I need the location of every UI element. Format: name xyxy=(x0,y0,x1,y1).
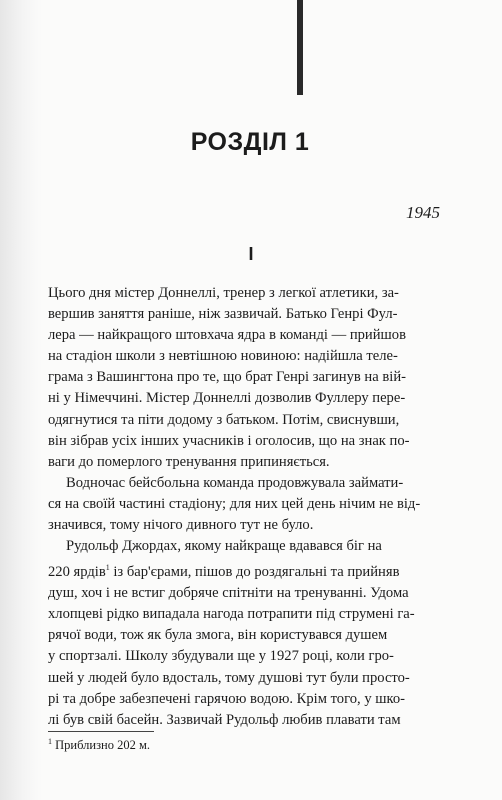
text-line: лі був свій басейн. Зазвичай Рудольф любив плавати там xyxy=(48,711,401,728)
text-fragment: 220 ярдів xyxy=(48,564,106,581)
text-line: грама з Вашингтона про те, що брат Генрі загинув на вій- xyxy=(48,369,406,386)
text-line: ся на своїй частині стадіону; для них цей день нічим не від- xyxy=(48,495,421,512)
text-line: значився, тому нічого дивного тут не було. xyxy=(48,517,314,534)
text-line: на стадіон школи з невтішною новиною: надійшла теле- xyxy=(48,348,398,365)
text-fragment: із бар'єрами, пішов до роздягальні та прийняв xyxy=(109,564,400,581)
text-line xyxy=(48,557,444,583)
paragraph xyxy=(48,283,444,473)
paragraph xyxy=(48,473,444,536)
text-line: Рудольф Джордах, якому найкраще вдавався біг на xyxy=(66,538,382,555)
section-number: I xyxy=(248,244,254,264)
page-gutter-shadow xyxy=(0,0,42,800)
paragraph xyxy=(48,536,444,731)
text-line: Водночас бейсбольна команда продовжувала займати- xyxy=(66,474,404,491)
text-line: одягнутися та піти додому з батьком. Потім, свиснувши, xyxy=(48,411,400,428)
text-line: рі та добре забезпечені гарячою водою. Крім того, у шко- xyxy=(48,690,406,707)
text-line: ні у Німеччині. Містер Доннеллі дозволив Фуллеру пере- xyxy=(48,390,406,407)
text-line: рячої води, тож як була змога, він користувався душем xyxy=(48,627,388,644)
text-line: душ, хоч і не встиг добряче спітніти на тренуванні. Удома xyxy=(48,585,409,602)
text-line: шей у людей було вдосталь, тому душові тут були просто- xyxy=(48,669,410,686)
footnote-ref: 1 xyxy=(105,563,110,573)
chapter-year: 1945 xyxy=(406,203,440,222)
text-line: Цього дня містер Доннеллі, тренер з легкої атлетики, за- xyxy=(48,285,399,301)
text-line: лера — найкращого штовхача ядра в команді — прийшов xyxy=(48,327,406,344)
footnote-text: Приблизно 202 м. xyxy=(55,738,150,753)
chapter-marker-bar xyxy=(297,0,303,95)
text-line: хлопцеві рідко випадала нагода потрапити під струмені га- xyxy=(48,606,415,623)
footnote-divider xyxy=(48,731,154,732)
text-line: він зібрав усіх інших учасників і оголосив, що на знак по- xyxy=(48,432,410,449)
text-line: ваги до померлого тренування припиняється. xyxy=(48,453,330,470)
footnote-mark: 1 xyxy=(48,737,52,746)
footnote xyxy=(48,737,150,753)
text-line: у спортзалі. Школу збудували ще у 1927 році, коли гро- xyxy=(48,648,394,665)
body-text xyxy=(48,283,444,731)
chapter-title: РОЗДІЛ 1 xyxy=(190,128,310,156)
text-line: вершив заняття раніше, ніж зазвичай. Батько Генрі Фул- xyxy=(48,306,398,323)
